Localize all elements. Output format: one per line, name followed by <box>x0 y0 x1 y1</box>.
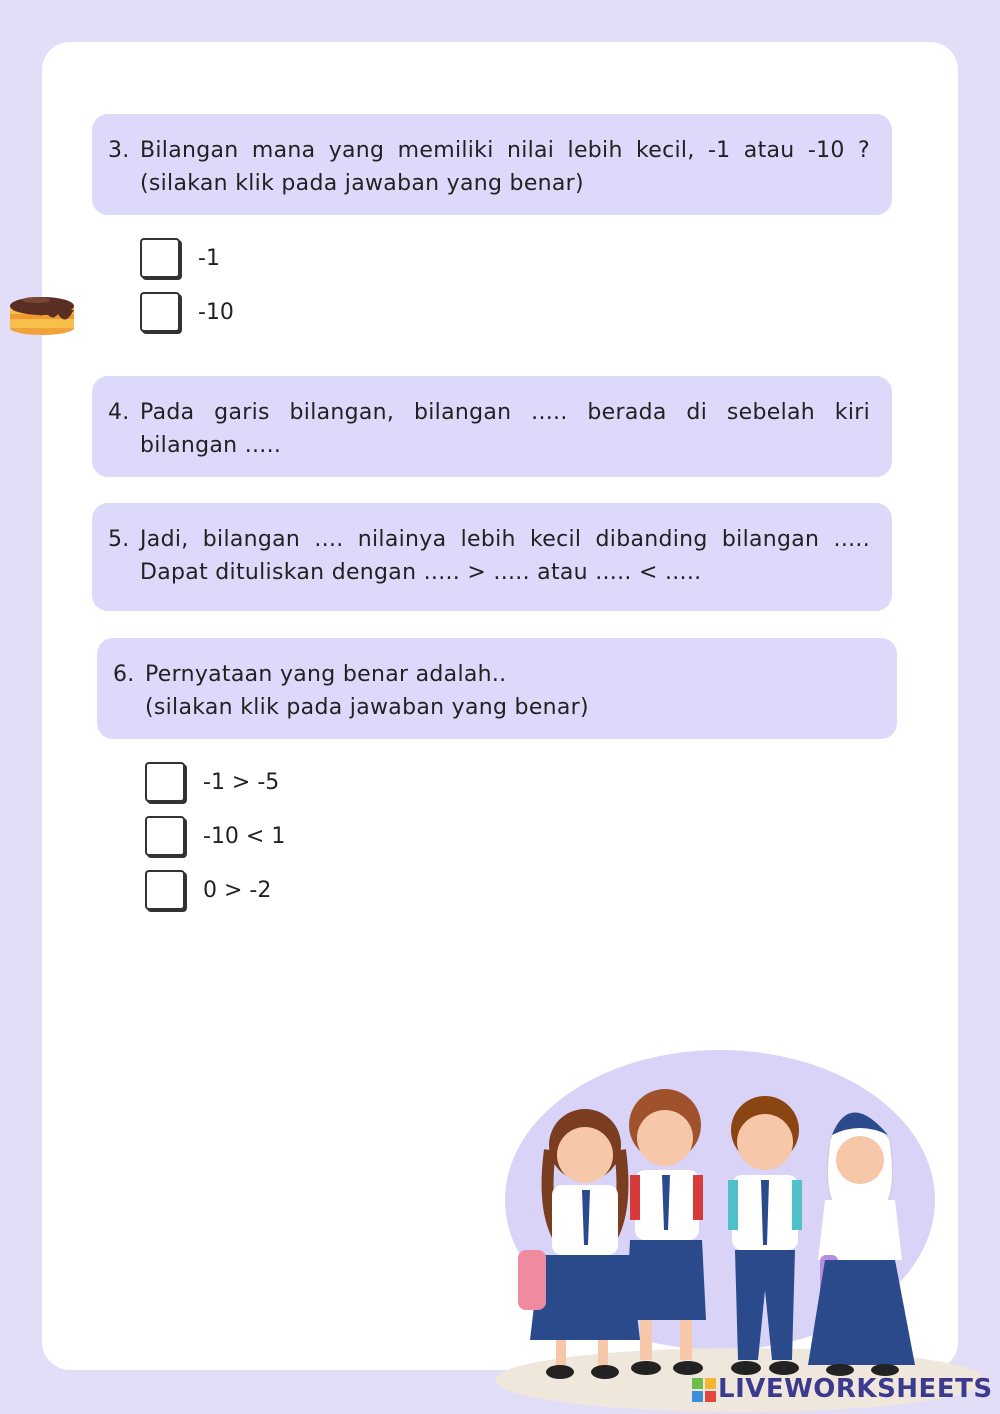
option-label: 0 > -2 <box>203 877 272 903</box>
question-number: 3. <box>108 138 130 163</box>
question-text: Pernyataan yang benar adalah.. <box>145 662 507 687</box>
answer-checkbox[interactable] <box>145 816 185 856</box>
option-label: -10 <box>198 299 234 325</box>
answer-checkbox[interactable] <box>145 762 185 802</box>
question-number: 5. <box>108 527 130 552</box>
liveworksheets-logo[interactable] <box>692 1374 993 1404</box>
students-illustration <box>490 1050 1000 1414</box>
question-instruction: (silakan klik pada jawaban yang benar) <box>145 695 589 720</box>
question-3-box <box>92 114 892 215</box>
question-number: 4. <box>108 400 130 425</box>
question-text: Jadi, bilangan .... nilainya lebih kecil dibanding bilangan ..... <box>140 527 870 552</box>
liveworksheets-logo-icon <box>692 1378 716 1402</box>
brand-name: LIVEWORKSHEETS <box>718 1374 993 1404</box>
question-4-box <box>92 376 892 477</box>
option-row[interactable] <box>140 238 220 278</box>
option-row[interactable] <box>140 292 234 332</box>
answer-checkbox[interactable] <box>140 238 180 278</box>
question-5-box <box>92 503 892 611</box>
question-text: Bilangan mana yang memiliki nilai lebih kecil, -1 atau -10 ? <box>140 138 870 163</box>
option-label: -1 > -5 <box>203 769 280 795</box>
option-row[interactable] <box>145 816 285 856</box>
option-label: -1 <box>198 245 220 271</box>
answer-checkbox[interactable] <box>145 870 185 910</box>
option-label: -10 < 1 <box>203 823 286 849</box>
question-text: Pada garis bilangan, bilangan ..... berada di sebelah kiri <box>140 400 870 425</box>
option-row[interactable] <box>145 762 279 802</box>
answer-checkbox[interactable] <box>140 292 180 332</box>
question-number: 6. <box>113 662 135 687</box>
option-row[interactable] <box>145 870 271 910</box>
cake-icon <box>6 284 78 336</box>
question-6-box <box>97 638 897 739</box>
question-instruction: (silakan klik pada jawaban yang benar) <box>140 171 584 196</box>
question-text-continued: bilangan ..... <box>140 433 282 458</box>
question-text-continued: Dapat dituliskan dengan ..... > ..... atau ..... < ..... <box>140 560 702 585</box>
